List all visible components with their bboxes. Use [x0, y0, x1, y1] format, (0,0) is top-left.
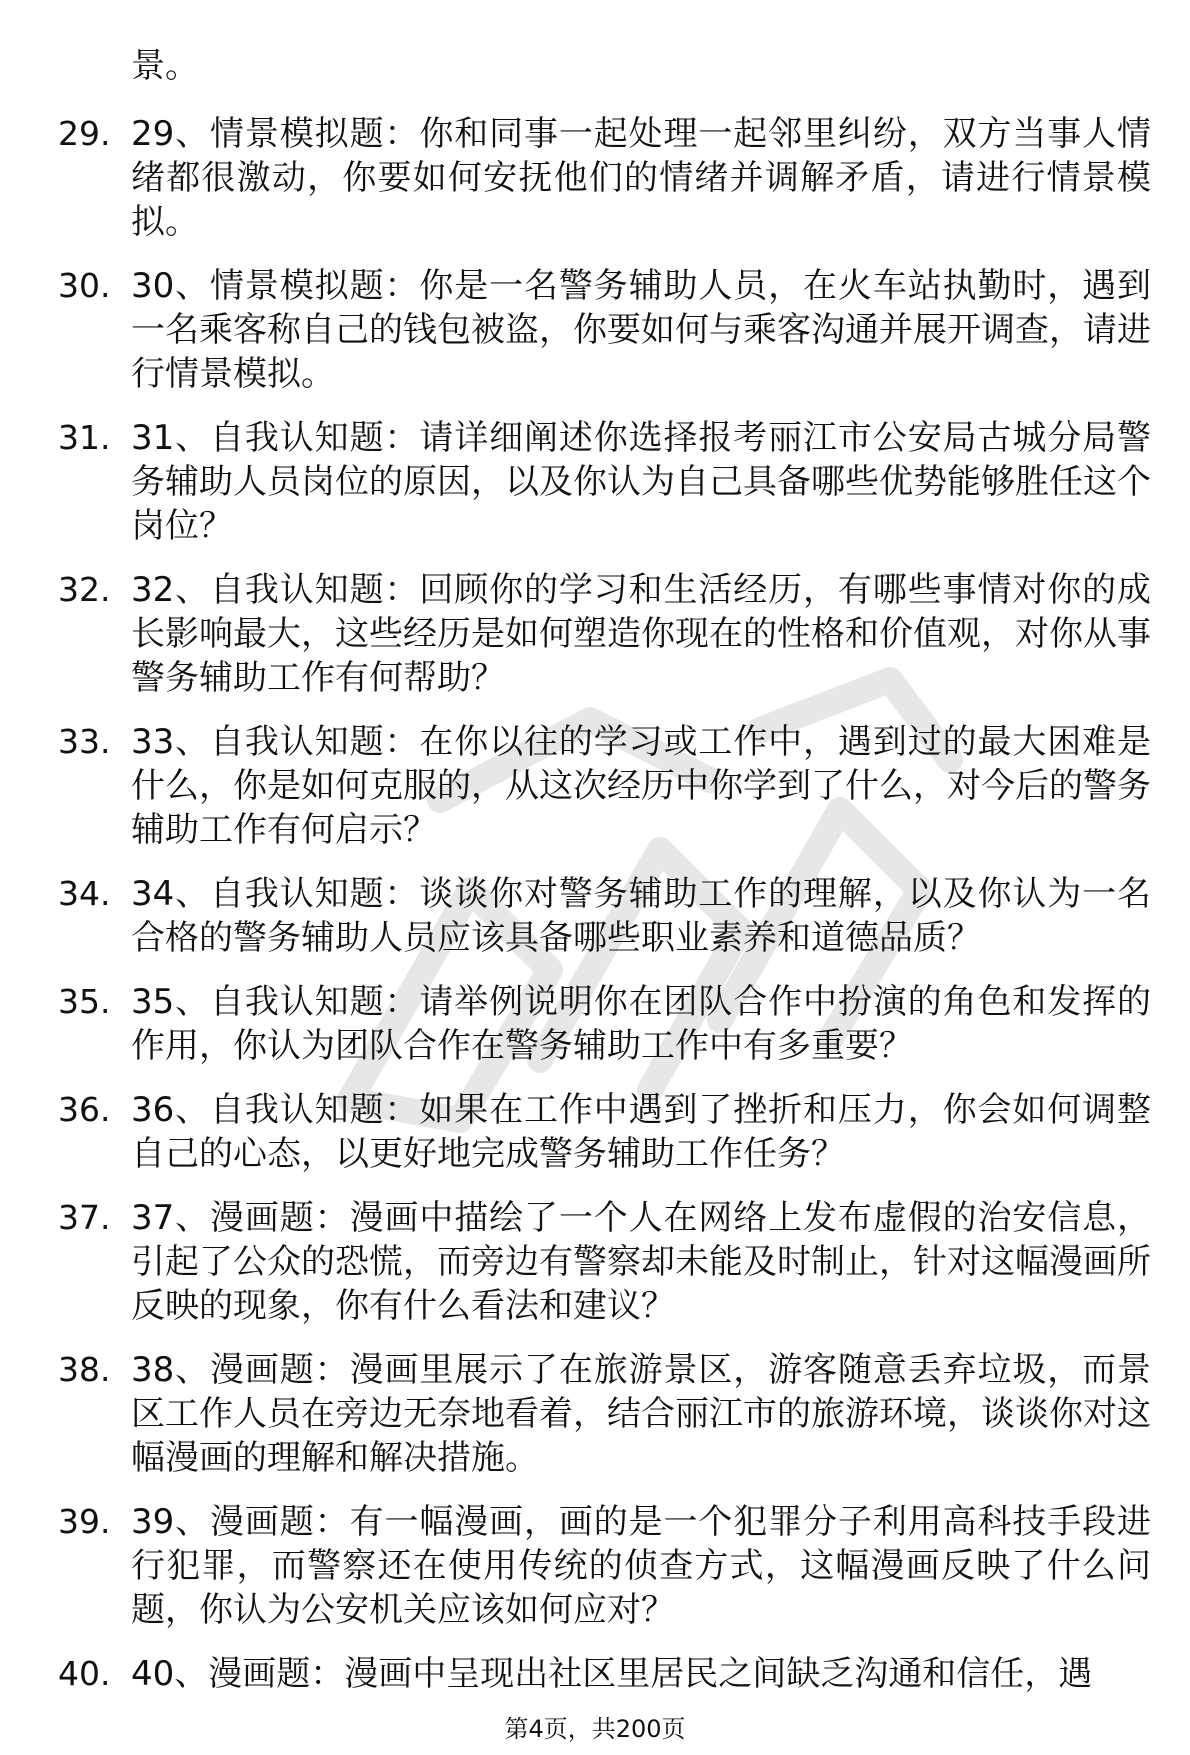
question-text: 39、漫画题：有一幅漫画，画的是一个犯罪分子利用高科技手段进行犯罪，而警察还在使用传统的侦查方式，这幅漫画反映了什么问题，你认为公安机关应该如何应对？	[131, 1502, 1151, 1630]
question-list	[0, 112, 1190, 1716]
question-number: 35.	[58, 982, 111, 1021]
question-item	[0, 1652, 1190, 1696]
question-item	[0, 568, 1190, 700]
question-number: 37.	[58, 1198, 111, 1237]
question-item	[0, 1088, 1190, 1176]
question-item	[0, 112, 1190, 244]
question-number: 33.	[58, 722, 111, 761]
question-text: 29、情景模拟题：你和同事一起处理一起邻里纠纷，双方当事人情绪都很激动，你要如何安抚他们的情绪并调解矛盾，请进行情景模拟。	[131, 114, 1151, 242]
question-text: 31、自我认知题：请详细阐述你选择报考丽江市公安局古城分局警务辅助人员岗位的原因，以及你认为自己具备哪些优势能够胜任这个岗位？	[131, 418, 1151, 546]
question-item	[0, 264, 1190, 396]
question-text: 35、自我认知题：请举例说明你在团队合作中扮演的角色和发挥的作用，你认为团队合作在警务辅助工作中有多重要？	[131, 982, 1151, 1066]
question-text: 34、自我认知题：谈谈你对警务辅助工作的理解，以及你认为一名合格的警务辅助人员应该具备哪些职业素养和道德品质？	[131, 874, 1151, 958]
question-item	[0, 416, 1190, 548]
question-text: 30、情景模拟题：你是一名警务辅助人员，在火车站执勤时，遇到一名乘客称自己的钱包被盗，你要如何与乘客沟通并展开调查，请进行情景模拟。	[131, 266, 1151, 394]
question-item	[0, 1196, 1190, 1328]
question-number: 32.	[58, 570, 111, 609]
question-number: 30.	[58, 266, 111, 305]
question-text: 36、自我认知题：如果在工作中遇到了挫折和压力，你会如何调整自己的心态，以更好地完成警务辅助工作任务？	[131, 1090, 1151, 1174]
question-item	[0, 1500, 1190, 1632]
question-item	[0, 720, 1190, 852]
question-item	[0, 872, 1190, 960]
question-number: 39.	[58, 1502, 111, 1541]
continuation-text: 景。	[131, 46, 199, 86]
question-number: 40.	[58, 1654, 111, 1693]
question-text: 32、自我认知题：回顾你的学习和生活经历，有哪些事情对你的成长影响最大，这些经历是如何塑造你现在的性格和价值观，对你从事警务辅助工作有何帮助？	[131, 570, 1151, 698]
question-number: 38.	[58, 1350, 111, 1389]
question-text: 38、漫画题：漫画里展示了在旅游景区，游客随意丢弃垃圾，而景区工作人员在旁边无奈地看着，结合丽江市的旅游环境，谈谈你对这幅漫画的理解和解决措施。	[131, 1350, 1151, 1478]
page-footer: 第4页，共200页	[504, 1715, 686, 1743]
question-number: 31.	[58, 418, 111, 457]
question-item	[0, 1348, 1190, 1480]
question-number: 36.	[58, 1090, 111, 1129]
question-text: 40、漫画题：漫画中呈现出社区里居民之间缺乏沟通和信任，遇	[131, 1654, 1093, 1694]
question-number: 29.	[58, 114, 111, 153]
question-item	[0, 980, 1190, 1068]
question-text: 37、漫画题：漫画中描绘了一个人在网络上发布虚假的治安信息，引起了公众的恐慌，而旁边有警察却未能及时制止，针对这幅漫画所反映的现象，你有什么看法和建议？	[131, 1198, 1151, 1326]
question-text: 33、自我认知题：在你以往的学习或工作中，遇到过的最大困难是什么，你是如何克服的，从这次经历中你学到了什么，对今后的警务辅助工作有何启示？	[131, 722, 1151, 850]
question-number: 34.	[58, 874, 111, 913]
